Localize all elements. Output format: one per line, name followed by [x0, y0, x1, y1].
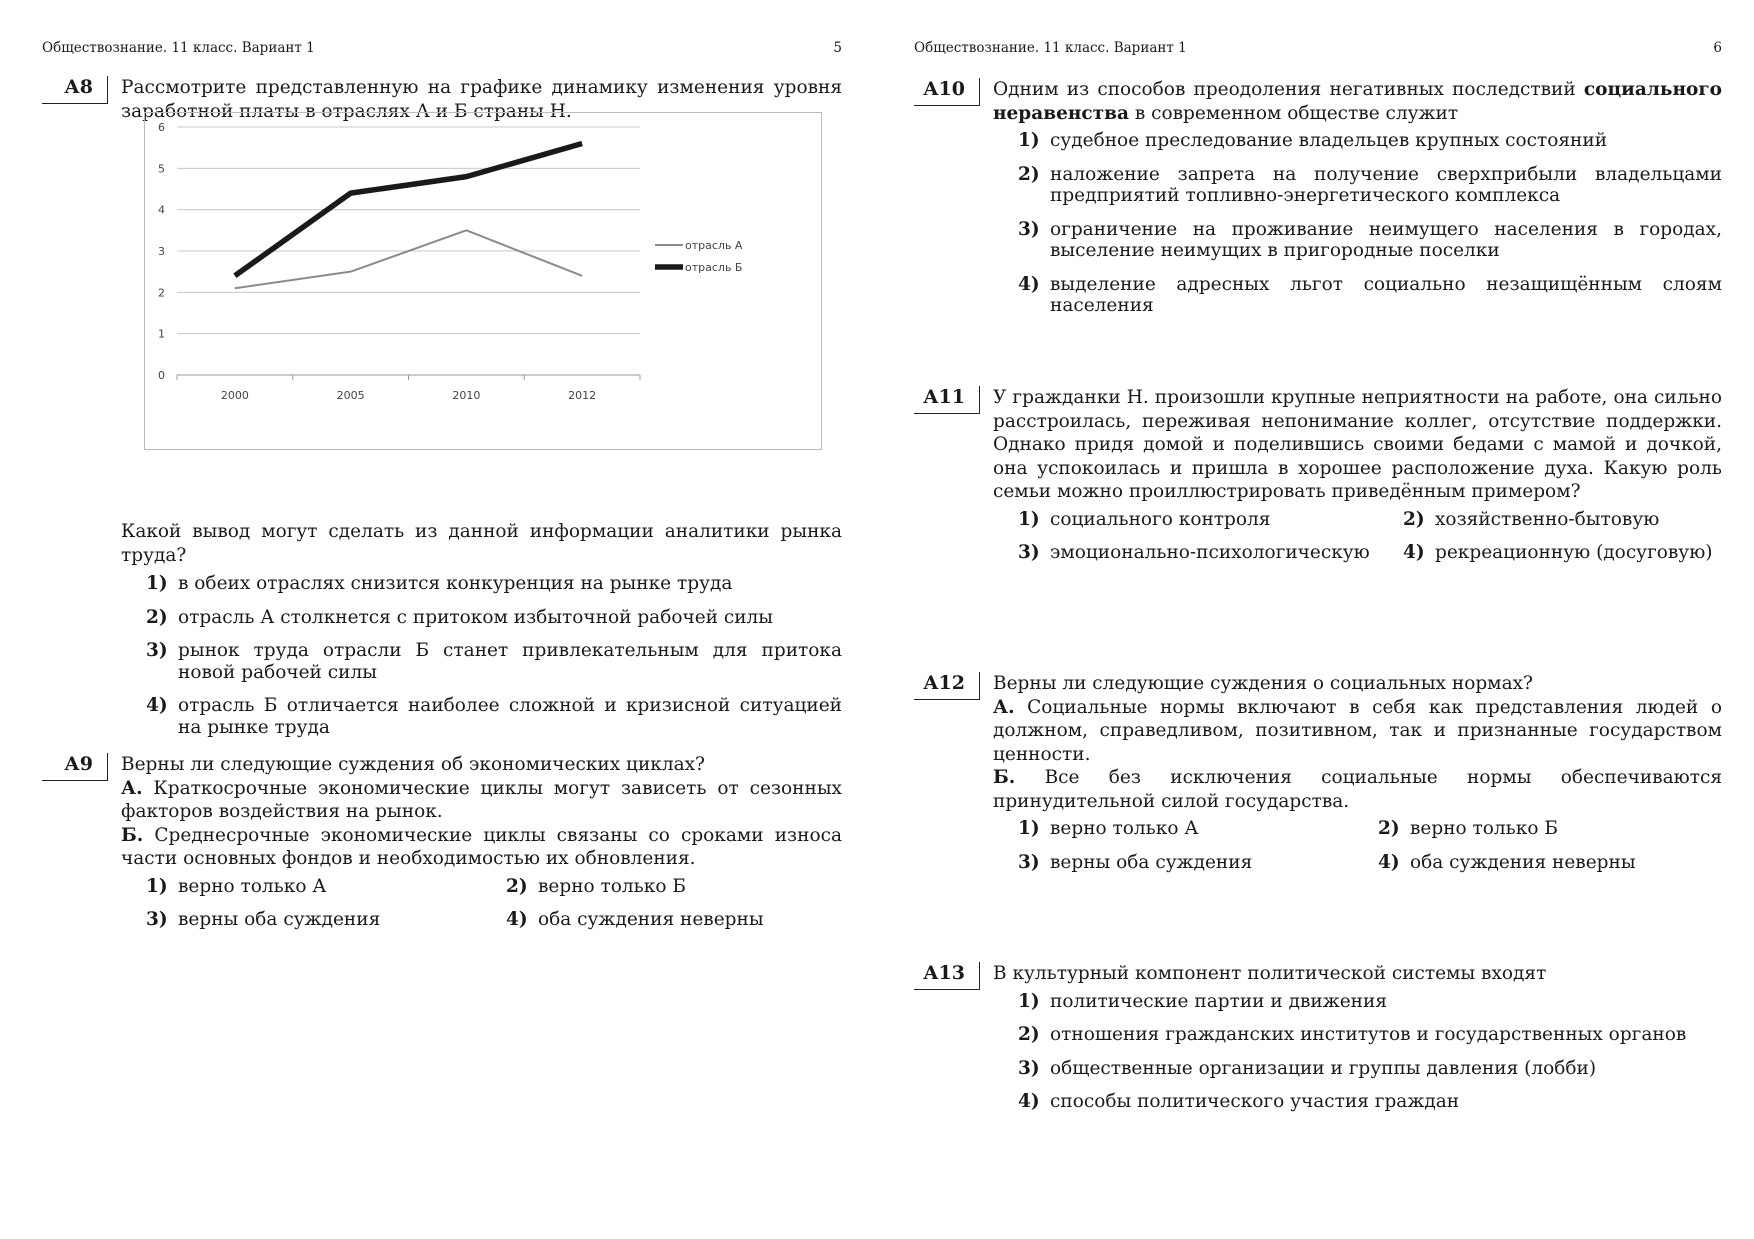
answer-option[interactable]: 3) верны оба суждения	[1018, 851, 1253, 873]
question-a8-prompt	[42, 520, 842, 750]
page-number: 5	[833, 40, 842, 56]
answer-option[interactable]: 1) судебное преследование владельцев крупных состояний	[1018, 130, 1608, 151]
wage-line-chart	[144, 112, 822, 450]
question-number: А9	[42, 753, 108, 781]
question-text: У гражданки Н. произошли крупные неприятности на работе, она сильно расстроилась, переживая непонимание коллег, отсутствие поддержки. Однако придя домой и поделившись своими бедами с мамой и дочкой, она успокоилась и пришла в хорошее расположение духа. Какую роль семьи можно проиллюстрировать приведённым примером?	[993, 387, 1722, 502]
answer-option[interactable]: 3) верны оба суждения	[146, 909, 381, 930]
left-page	[42, 0, 842, 1239]
answer-option[interactable]: 4) выделение адресных льгот социально незащищённым слоям населения	[1018, 273, 1722, 316]
y-tick-label: 5	[158, 162, 165, 176]
header-subject: Обществознание. 11 класс. Вариант 1	[914, 40, 1187, 56]
x-tick-label: 2000	[220, 389, 249, 402]
answer-option[interactable]: 1) в обеих отраслях снизится конкуренция на рынке труда	[146, 573, 733, 594]
question-text: Рассмотрите представленную на графике динамику изменения уровня заработной платы в отраслях А и Б страны Н.	[121, 77, 842, 122]
answer-option[interactable]: 3) общественные организации и группы давления (лобби)	[1018, 1057, 1597, 1079]
statement-a: А. Краткосрочные экономические циклы могут зависеть от сезонных факторов воздействия на рынок.	[121, 777, 842, 822]
question-prompt: Какой вывод могут сделать из данной информации аналитики рынка труда?	[121, 521, 842, 566]
legend-label: отрасль Б	[685, 261, 743, 274]
page-header	[42, 40, 842, 60]
y-tick-label: 6	[158, 121, 165, 134]
x-tick-label: 2005	[336, 389, 365, 402]
y-tick-label: 3	[158, 245, 165, 258]
answer-option[interactable]: 2) наложение запрета на получение сверхприбыли владельцами предприятий топливно-энергетического комплекса	[1018, 163, 1722, 206]
answer-option[interactable]: 2) отрасль А столкнется с притоком избыточной рабочей силы	[146, 606, 774, 628]
answer-option[interactable]: 4) оба суждения неверны	[506, 909, 764, 930]
y-tick-label: 2	[158, 286, 165, 300]
answer-option[interactable]: 2) хозяйственно-бытовую	[1403, 508, 1660, 530]
question-text: В культурный компонент политической системы входят	[993, 963, 1547, 984]
question-a12	[914, 672, 1722, 873]
answer-option[interactable]: 3) рынок труда отрасли Б станет привлекательным для притока новой рабочей силы	[146, 640, 842, 683]
answer-option[interactable]: 1) социального контроля	[1018, 508, 1271, 530]
question-number: А13	[914, 962, 980, 990]
answer-option[interactable]: 3) ограничение на проживание неимущего населения в городах, выселение неимущих в пригородные поселки	[1018, 218, 1722, 261]
question-number: А11	[914, 386, 980, 414]
answer-option[interactable]: 3) эмоционально-психологическую	[1018, 542, 1370, 563]
question-a13	[914, 962, 1722, 1125]
page-header	[914, 40, 1722, 60]
legend-label: отрасль А	[685, 239, 743, 252]
page-number: 6	[1713, 40, 1722, 56]
x-tick-label: 2010	[452, 389, 481, 402]
header-subject: Обществознание. 11 класс. Вариант 1	[42, 40, 315, 56]
y-tick-label: 4	[158, 203, 165, 217]
question-number: А8	[42, 76, 108, 104]
answer-option[interactable]: 2) верно только Б	[506, 875, 686, 897]
statement-b: Б. Среднесрочные экономические циклы связаны со сроками износа части основных фондов и необходимостью их обновления.	[121, 824, 842, 869]
statement-a: А. Социальные нормы включают в себя как представления людей о должном, справедливом, позитивном, так и признанные государством ценности.	[993, 696, 1722, 765]
answer-option[interactable]: 2) верно только Б	[1378, 818, 1558, 839]
chart-canvas	[145, 113, 820, 448]
question-number: А12	[914, 672, 980, 700]
answer-option[interactable]: 4) оба суждения неверны	[1378, 851, 1636, 873]
answer-option[interactable]: 1) верно только А	[146, 875, 327, 897]
question-text: Одним из способов преодоления негативных последствий социального неравенства в современном обществе служит	[993, 79, 1722, 124]
answer-option[interactable]: 1) верно только А	[1018, 818, 1199, 839]
answer-option[interactable]: 4) отрасль Б отличается наиболее сложной и кризисной ситуацией на рынке труда	[146, 695, 842, 738]
question-a9	[42, 753, 842, 931]
answer-option[interactable]: 1) политические партии и движения	[1018, 990, 1388, 1012]
x-tick-label: 2012	[568, 389, 597, 402]
y-tick-label: 1	[158, 327, 165, 341]
question-text: Верны ли следующие суждения о социальных нормах?	[993, 673, 1533, 694]
statement-b: Б. Все без исключения социальные нормы обеспечиваются принудительной силой государства.	[993, 767, 1723, 812]
question-number: А10	[914, 78, 980, 106]
y-tick-label: 0	[158, 369, 165, 382]
right-page	[914, 0, 1722, 1239]
answer-option[interactable]: 2) отношения гражданских институтов и государственных органов	[1018, 1024, 1687, 1045]
question-text: Верны ли следующие суждения об экономических циклах?	[121, 754, 705, 775]
answer-option[interactable]: 4) рекреационную (досуговую)	[1403, 542, 1713, 563]
question-a10	[914, 78, 1722, 329]
answer-option[interactable]: 4) способы политического участия граждан	[1018, 1091, 1460, 1112]
question-a11	[914, 386, 1722, 564]
